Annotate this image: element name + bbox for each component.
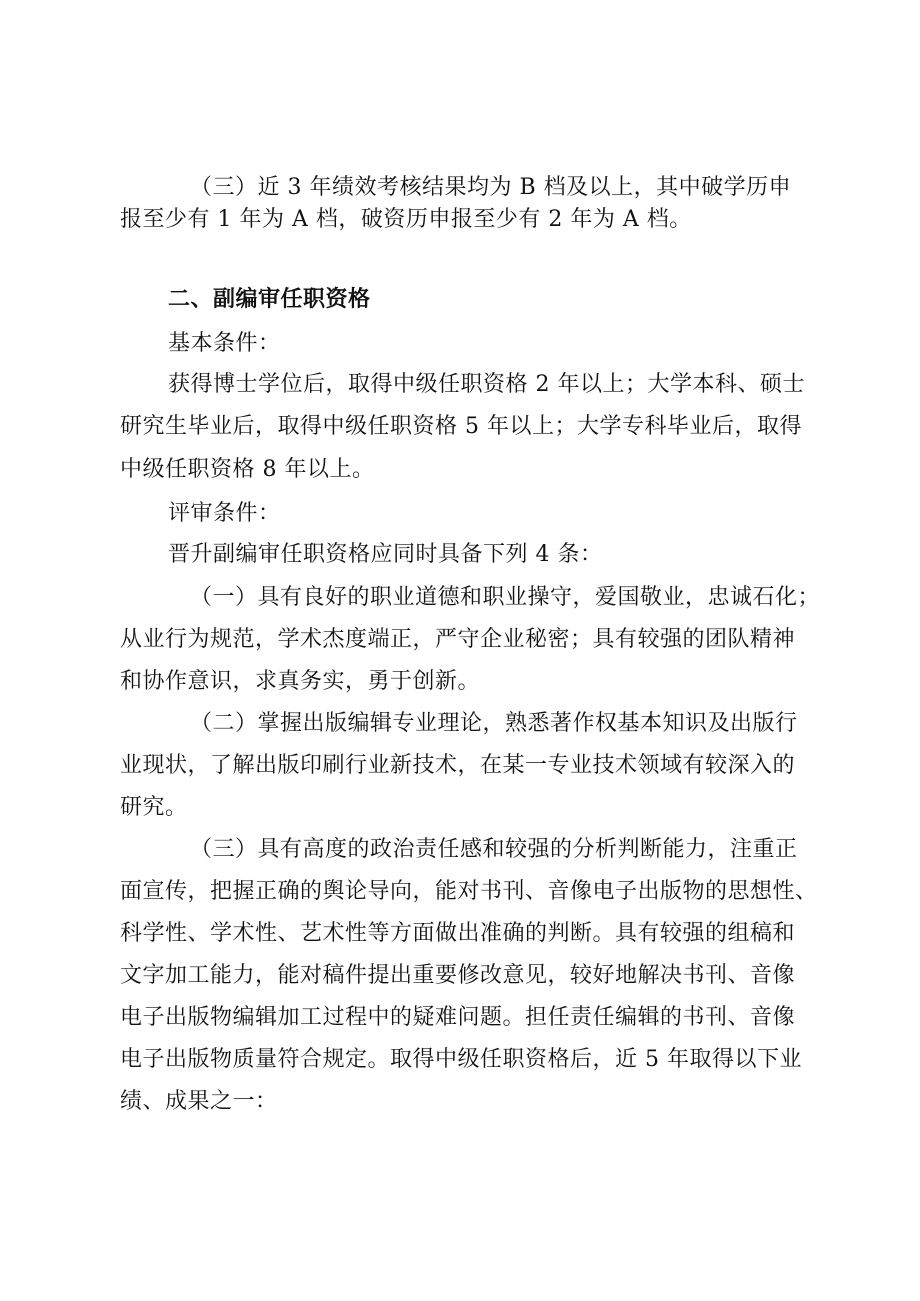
basic-conditions-line-2: 研究生毕业后，取得中级任职资格 5 年以上；大学专科毕业后，取得 — [120, 414, 802, 439]
item3-line-4: 文字加工能力，能对稿件提出重要修改意见，较好地解决书刊、音像 — [120, 963, 796, 988]
item3-line-1: （三）具有高度的政治责任感和较强的分析判断能力，注重正 — [190, 837, 798, 862]
item1-line-1: （一）具有良好的职业道德和职业操守，爱国敬业，忠诚石化； — [190, 585, 821, 610]
item3-line-2: 面宣传，把握正确的舆论导向，能对书刊、音像电子出版物的思想性、 — [120, 879, 818, 904]
item2-line-2: 业现状，了解出版印刷行业新技术，在某一专业技术领域有较深入的 — [120, 753, 796, 778]
item1-line-3: 和协作意识，求真务实，勇于创新。 — [120, 669, 481, 694]
item3-line-3: 科学性、学术性、艺术性等方面做出准确的判断。具有较强的组稿和 — [120, 921, 796, 946]
item3-line-6: 电子出版物质量符合规定。取得中级任职资格后，近 5 年取得以下业 — [120, 1047, 802, 1072]
prev-item-line-2: 报至少有 1 年为 A 档，破资历申报至少有 2 年为 A 档。 — [120, 207, 692, 232]
item2-line-1: （二）掌握出版编辑专业理论，熟悉著作权基本知识及出版行 — [190, 711, 798, 736]
review-intro: 晋升副编审任职资格应同时具备下列 4 条： — [168, 542, 603, 567]
basic-conditions-line-3: 中级任职资格 8 年以上。 — [120, 457, 375, 482]
basic-conditions-label: 基本条件： — [168, 331, 281, 356]
item3-line-7: 绩、成果之一： — [120, 1089, 278, 1114]
basic-conditions-line-1: 获得博士学位后，取得中级任职资格 2 年以上；大学本科、硕士 — [168, 372, 805, 397]
item3-line-5: 电子出版物编辑加工过程中的疑难问题。担任责任编辑的书刊、音像 — [120, 1005, 796, 1030]
item1-line-2: 从业行为规范，学术杰度端正，严守企业秘密；具有较强的团队精神 — [120, 627, 796, 652]
item2-line-3: 研究。 — [120, 795, 188, 820]
section-title: 二、副编审任职资格 — [168, 287, 371, 312]
review-conditions-label: 评审条件： — [168, 501, 281, 526]
prev-item-line-1: （三）近 3 年绩效考核结果均为 B 档及以上，其中破学历申 — [190, 175, 792, 200]
